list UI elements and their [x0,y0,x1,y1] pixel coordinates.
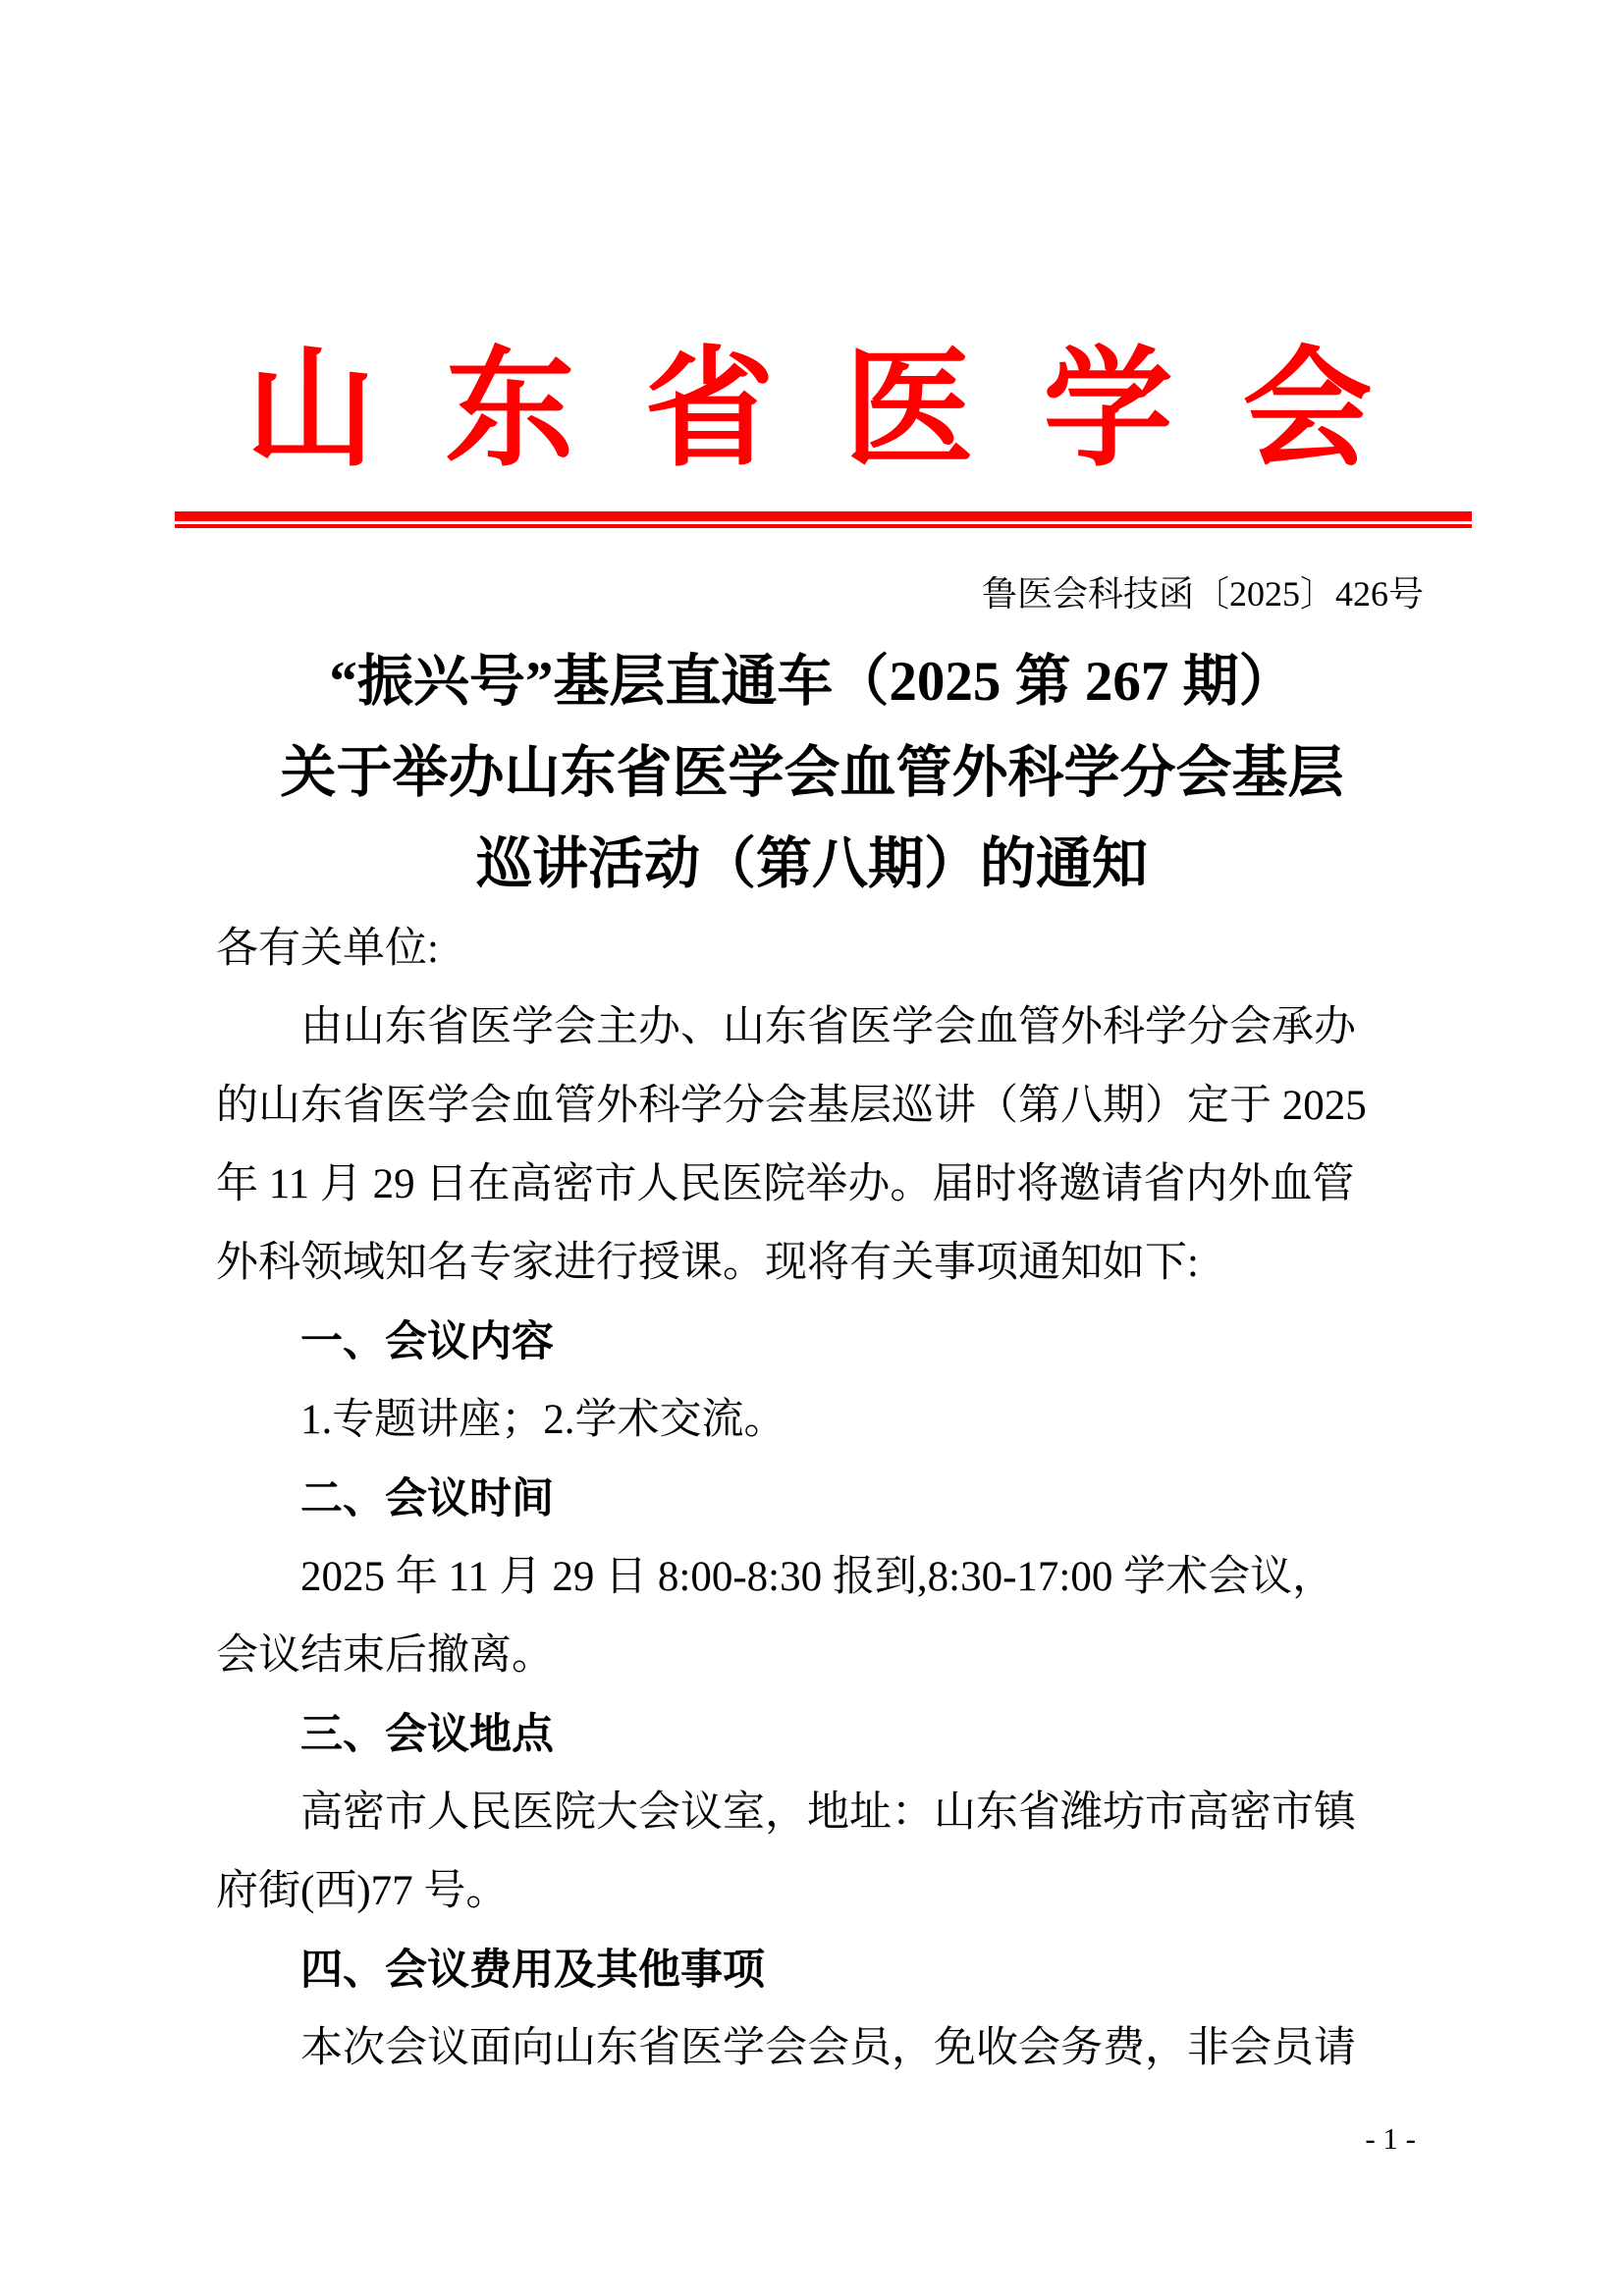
document-body [216,910,1426,2088]
section-heading-1: 一、会议内容 [300,1318,554,1365]
header-divider-rule [175,511,1472,528]
page-number: - 1 - [1365,2121,1416,2156]
title-line-3: 巡讲活动（第八期）的通知 [476,833,1148,895]
document-title [98,636,1526,910]
body-text-line: 本次会议面向山东省医学会会员，免收会务费，非会员请 [300,2025,1356,2071]
section-heading-3: 三、会议地点 [300,1711,554,1758]
body-text-line: 2025 年 11 月 29 日 8:00-8:30 报到,8:30-17:00 学术会议， [300,1554,1335,1600]
body-text-line: 1.专题讲座；2.学术交流。 [300,1397,786,1443]
body-text-line: 由山东省医学会主办、山东省医学会血管外科学分会承办 [300,1004,1356,1050]
body-text-line: 的山东省医学会血管外科学分会基层巡讲（第八期）定于 2025 [216,1083,1367,1129]
salutation-line: 各有关单位: [216,926,439,972]
document-number: 鲁医会科技函〔2025〕426号 [981,574,1424,614]
title-line-1: “振兴号”基层直通车（2025 第 267 期） [329,651,1295,713]
section-heading-4: 四、会议费用及其他事项 [300,1947,765,1994]
section-heading-2: 二、会议时间 [300,1475,554,1522]
body-text-line: 外科领域知名专家进行授课。现将有关事项通知如下: [216,1240,1199,1286]
body-text-line: 年 11 月 29 日在高密市人民医院举办。届时将邀请省内外血管 [216,1161,1355,1207]
body-text-line: 府街(西)77 号。 [216,1868,509,1914]
body-text-line: 高密市人民医院大会议室，地址：山东省潍坊市高密市镇 [300,1789,1356,1836]
title-line-2: 关于举办山东省医学会血管外科学分会基层 [280,742,1344,804]
org-name-header: 山 东 省 医 学 会 [245,338,1379,482]
body-text-line: 会议结束后撤离。 [216,1632,554,1679]
